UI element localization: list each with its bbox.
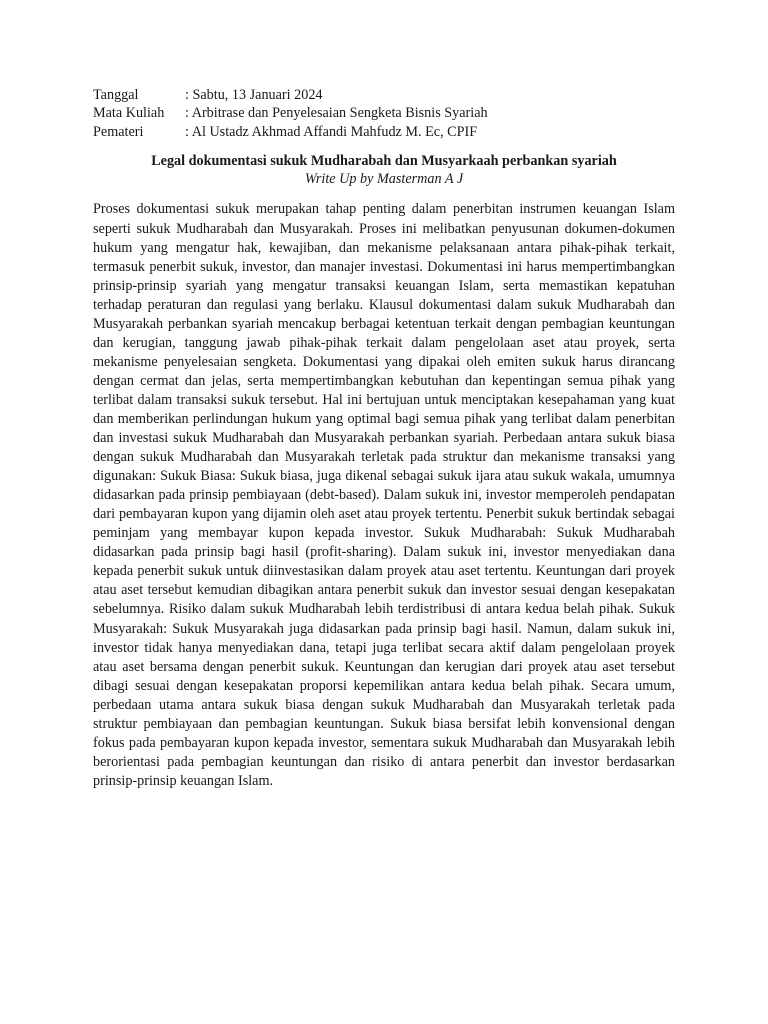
document-title: Legal dokumentasi sukuk Mudharabah dan Musyarkaah perbankan syariah [151, 152, 617, 169]
meta-label-speaker: Pemateri [93, 123, 144, 140]
meta-value-speaker: : Al Ustadz Akhmad Affandi Mahfudz M. Ec, CPIF [185, 123, 478, 140]
body-paragraph: Proses dokumentasi sukuk merupakan tahap penting dalam penerbitan instrumen keuangan Islam seperti sukuk Mudharabah dan Musyarakah. Proses ini melibatkan penyusunan dokumen-dokumen hukum yang mengatur hak, kewajiban, dan mekanisme pelaksanaan antara pihak-pihak terkait, termasuk penerbit sukuk, investor, dan manajer investasi. Dokumentasi ini harus mempertimbangkan prinsip-prinsip syariah yang mengatur transaksi keuangan Islam, serta memastikan kepatuhan terhadap peraturan dan regulasi yang berlaku. Klausul dokumentasi dalam sukuk Mudharabah dan Musyarakah perbankan syariah mencakup berbagai ketentuan terkait dengan pembagian keuntungan dan kerugian, tanggung jawab pihak-pihak terkait dalam pengelolaan aset atau proyek, serta mekanisme penyelesaian sengketa. Dokumentasi yang dipakai oleh emiten sukuk harus dirancang dengan cermat dan jelas, serta mempertimbangkan kebutuhan dan kepentingan semua pihak yang terlibat dalam transaksi sukuk tersebut. Hal ini bertujuan untuk menciptakan kesepahaman yang kuat dan memberikan perlindungan hukum yang optimal bagi semua pihak yang terlibat dalam penerbitan dan investasi sukuk Mudharabah dan Musyarakah perbankan syariah. Perbedaan antara sukuk biasa dengan sukuk Mudharabah dan Musyarakah terletak pada struktur dan mekanisme transaksi yang digunakan: Sukuk Biasa: Sukuk biasa, juga dikenal sebagai sukuk ijara atau sukuk wakala, umumnya didasarkan pada prinsip pembiayaan (debt-based). Dalam sukuk ini, investor memperoleh pendapatan dari pembayaran kupon yang dijamin oleh aset atau proyek tertentu. Penerbit sukuk bertindak sebagai peminjam yang membayar kupon kepada investor. Sukuk Mudharabah: Sukuk Mudharabah didasarkan pada prinsip bagi hasil (profit-sharing). Dalam sukuk ini, investor menyediakan dana kepada penerbit sukuk untuk diinvestasikan dalam proyek atau aset tertentu. Keuntungan dari proyek atau aset tersebut kemudian dibagikan antara penerbit sukuk dan investor sesuai dengan kesepakatan sebelumnya. Risiko dalam sukuk Mudharabah lebih terdistribusi di antara kedua belah pihak. Sukuk Musyarakah: Sukuk Musyarakah juga didasarkan pada prinsip bagi hasil. Namun, dalam sukuk ini, investor tidak hanya menyediakan dana, tetapi juga terlibat secara aktif dalam pengelolaan proyek atau aset bersama dengan penerbit sukuk. Keuntungan dan kerugian dari proyek atau aset tersebut dibagi sesuai dengan kesepakatan proporsi kepemilikan antara kedua belah pihak. Secara umum, perbedaan utama antara sukuk biasa dengan sukuk Mudharabah dan Musyarakah terletak pada struktur pembiayaan dan pembagian keuntungan. Sukuk biasa bersifat lebih konvensional dengan fokus pada pembayaran kupon kepada investor, sementara sukuk Mudharabah dan Musyarakah lebih berorientasi pada pembagian keuntungan dan risiko di antara penerbit dan investor berdasarkan prinsip-prinsip keuangan Islam. [93, 201, 675, 789]
meta-row-course [93, 104, 675, 122]
document-page [93, 86, 675, 805]
meta-value-course: : Arbitrase dan Penyelesaian Sengketa Bisnis Syariah [185, 105, 488, 122]
document-subtitle: Write Up by Masterman A J [304, 171, 464, 188]
meta-label-course: Mata Kuliah [93, 105, 165, 122]
title-block [93, 152, 675, 189]
document-meta [93, 86, 675, 141]
meta-row-date [93, 86, 675, 104]
meta-value-date: : Sabtu, 13 Januari 2024 [185, 87, 323, 103]
meta-label-date: Tanggal [93, 87, 139, 103]
meta-row-speaker [93, 123, 675, 141]
